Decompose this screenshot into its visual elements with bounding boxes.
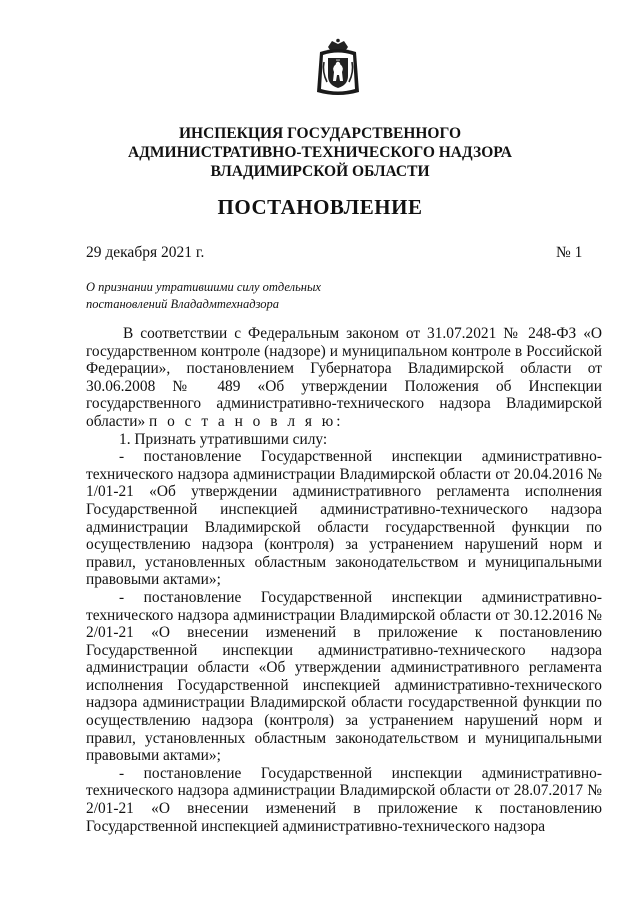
bullet-paragraph: - постановление Государственной инспекции административно-технического надзора администрации Владимирской области от 28.07.2017 № 2/01-21 «О внесении изменений в приложение к постановлению Государственной инспекцией административно-технического надзора: [86, 764, 602, 835]
decree-word: п о с т а н о в л я ю:: [149, 412, 344, 430]
subject-line: постановлений Влададмтехнадзора: [86, 297, 280, 311]
document-type: ПОСТАНОВЛЕНИЕ: [217, 195, 423, 219]
document-body: [86, 325, 602, 835]
bullet-paragraph: - постановление Государственной инспекции административно-технического надзора администрации Владимирской области от 20.04.2016 № 1/01-21 «Об утверждении административного регламента исполнения Государственной инспекцией административно-технического надзора администрации Владимирской области государственной функции по осуществлению надзора (контроля) за устранением нарушений норм и правил, установленных областным законодательством и муниципальными правовыми актами»;: [86, 448, 602, 589]
organization-name: [0, 124, 640, 181]
org-line: ВЛАДИМИРСКОЙ ОБЛАСТИ: [210, 163, 430, 180]
preamble-text: В соответствии с Федеральным законом от 31.07.2021 № 248-ФЗ «О государственном контроле (надзоре) и муниципальном контроле в Российской Федерации», постановлением Губернатора Владимирской области от 30.06.2008 № 489 «Об утверждении Положения об Инспекции государственного административно-технического надзора Владимирской области»: [86, 325, 602, 430]
subject-line: О признании утратившими силу отдельных: [86, 280, 321, 294]
document-number: № 1: [556, 244, 583, 261]
org-line: АДМИНИСТРАТИВНО-ТЕХНИЧЕСКОГО НАДЗОРА: [128, 144, 512, 161]
bullet-paragraph: - постановление Государственной инспекции административно-технического надзора администрации Владимирской области от 30.12.2016 № 2/01-21 «О внесении изменений в приложение к постановлению Государственной инспекции административно-технического надзора администрации области «Об утверждении административного регламента исполнения Государственной инспекцией административно-технического надзора администрации Владимирской области государственной функции по осуществлению надзора (контроля) за устранением нарушений норм и правил, установленных областным законодательством и муниципальными правовыми актами»;: [86, 588, 602, 765]
org-line: ИНСПЕКЦИЯ ГОСУДАРСТВЕННОГО: [178, 125, 462, 142]
document-date: 29 декабря 2021 г.: [86, 244, 205, 261]
coat-of-arms-icon: [314, 38, 362, 98]
item-1: 1. Признать утратившими силу:: [119, 430, 328, 448]
document-subject: [86, 279, 386, 313]
preamble-paragraph: [86, 325, 602, 431]
